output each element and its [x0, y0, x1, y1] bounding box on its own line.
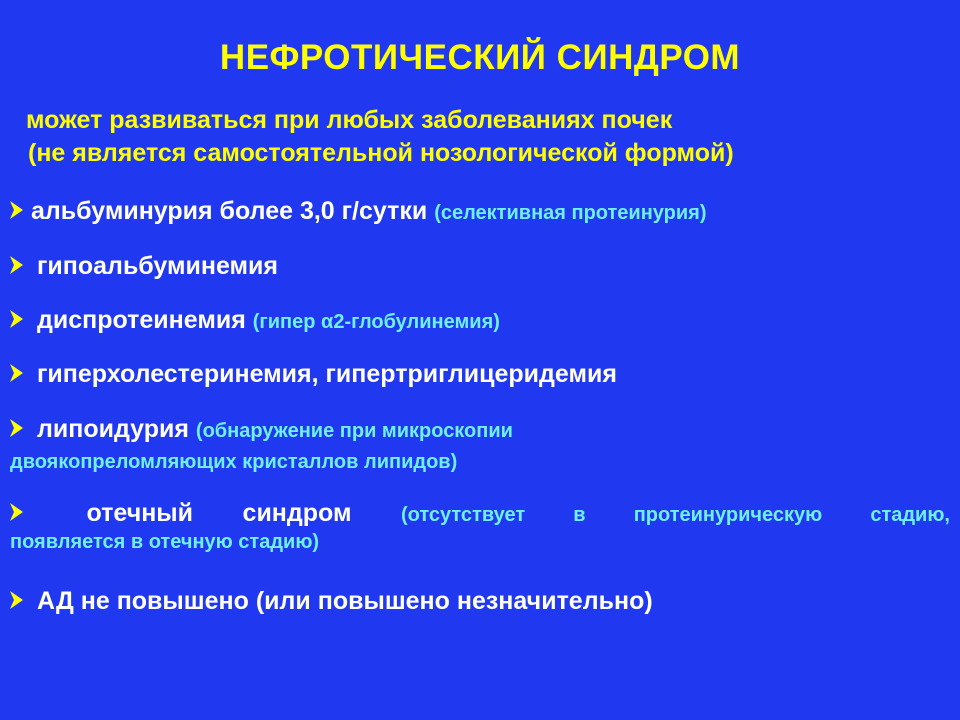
- arrowhead-bullet-icon: [10, 256, 23, 274]
- bullet-main-text: липоидурия: [37, 415, 189, 443]
- list-item: [10, 195, 950, 230]
- arrowhead-bullet-icon: [10, 364, 23, 382]
- bullet-note-continuation: появляется в отечную стадию): [10, 531, 320, 553]
- bullet-note: (обнаружение при микроскопии: [195, 420, 513, 442]
- list-item: [10, 585, 950, 618]
- bullet-main-text: гиперхолестеринемия, гипертриглицеридемия: [37, 360, 617, 388]
- arrowhead-bullet-icon: [10, 503, 23, 521]
- arrowhead-bullet-icon: [10, 201, 23, 219]
- list-item: [10, 497, 950, 556]
- bullet-first-line: [10, 497, 950, 532]
- slide-title: НЕФРОТИЧЕСКИЙ СИНДРОМ: [219, 38, 741, 77]
- list-item: [10, 358, 950, 391]
- list-item: [10, 250, 950, 283]
- list-item: [10, 413, 950, 476]
- arrowhead-bullet-icon: [10, 419, 23, 437]
- slide-subtitle: [26, 104, 946, 170]
- bullet-main-text: АД не повышено (или повышено незначительно): [37, 587, 653, 615]
- arrowhead-bullet-icon: [10, 310, 23, 328]
- subtitle-line-1: может развиваться при любых заболеваниях почек: [26, 106, 673, 134]
- bullet-main-text: диспротеинемия: [37, 306, 246, 334]
- bullet-note: (отсутствует в протеинурическую стадию,: [401, 504, 950, 526]
- bullet-note: (селективная протеинурия): [434, 202, 707, 224]
- bullet-main-text: альбуминурия более 3,0 г/сутки: [31, 197, 428, 225]
- list-item: [10, 304, 950, 339]
- bullet-main-text: гипоальбуминемия: [37, 252, 278, 280]
- bullet-note-continuation: двоякопреломляющих кристаллов липидов): [10, 451, 458, 473]
- bullet-note: (гипер α2-глобулинемия): [252, 311, 500, 333]
- subtitle-line-2: (не является самостоятельной нозологической формой): [28, 139, 734, 167]
- arrowhead-bullet-icon: [10, 591, 23, 609]
- bullet-main-text: отечный синдром: [86, 499, 352, 527]
